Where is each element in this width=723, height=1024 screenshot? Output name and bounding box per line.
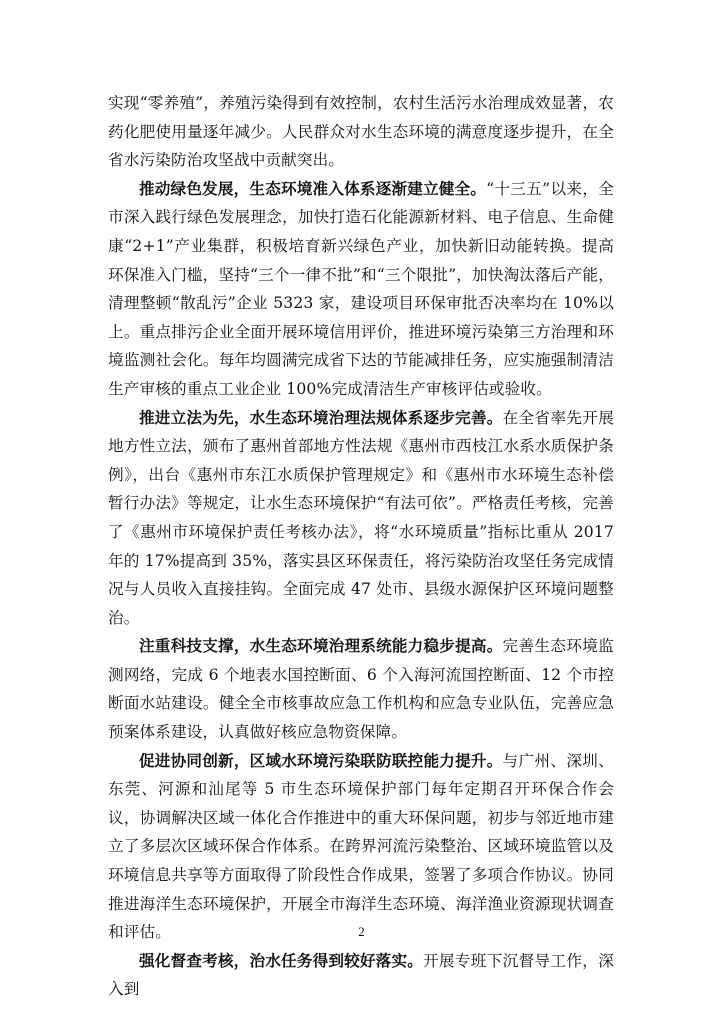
paragraph-2-heading: 推动绿色发展，生态环境准入体系逐渐建立健全。 — [139, 179, 487, 198]
paragraph-2-text: “十三五”以来，全市深入践行绿色发展理念，加快打造石化能源新材料、电子信息、生命健康“2+1”产业集群，积极培育新兴绿色产业，加快新旧动能转换。提高环保准入门槛，坚持“三个一律不批”和“三个限批”，加快淘汰落后产能，清理整顿“散乱污”企业 5323 家，建设项目环保审批否决率均在 10%以上。重点排污企业全面开展环境信用评价，推进环境污染第三方治理和环境监测社会化。每年均圆满完成省下达的节能减排任务，应实施强制清洁生产审核的重点工业企业 100%完成清洁生产审核评估或验收。 — [108, 179, 614, 398]
paragraph-6 — [108, 947, 614, 1004]
paragraph-3-text: 在全省率先开展地方性立法，颁布了惠州首部地方性法规《惠州市西枝江水系水质保护条例》，出台《惠州市东江水质保护管理规定》和《惠州市水环境生态补偿暂行办法》等规定，让水生态环境保护“有法可依”。严格责任考核，完善了《惠州市环境保护责任考核办法》，将“水环境质量”指标比重从 2017 年的 17%提高到 35%，落实县区环保责任，将污染防治攻坚任务完成情况与人员收入直接挂钩。全面完成 47 处市、县级水源保护区环境问题整治。 — [108, 408, 614, 627]
paragraph-1 — [108, 89, 614, 175]
paragraph-3 — [108, 404, 614, 633]
paragraph-3-heading: 推进立法为先，水生态环境治理法规体系逐步完善。 — [139, 408, 503, 427]
paragraph-6-heading: 强化督查考核，治水任务得到较好落实。 — [139, 951, 424, 970]
paragraph-5-text: 与广州、深圳、东莞、河源和汕尾等 5 市生态环境保护部门每年定期召开环保合作会议，协调解决区域一体化合作推进中的重大环保问题，初步与邻近地市建立了多层次区域环保合作体系。在跨界河流污染整治、区域环境监管以及环境信息共享等方面取得了阶段性合作成果，签署了多项合作协议。协同推进海洋生态环境保护，开展全市海洋生态环境、海洋渔业资源现状调查和评估。 — [108, 751, 614, 942]
paragraph-4-heading: 注重科技支撑，水生态环境治理系统能力稳步提高。 — [139, 637, 503, 656]
paragraph-1-text: 实现“零养殖”，养殖污染得到有效控制，农村生活污水治理成效显著，农药化肥使用量逐年减少。人民群众对水生态环境的满意度逐步提升，在全省水污染防治攻坚战中贡献突出。 — [108, 94, 614, 170]
paragraph-2 — [108, 175, 614, 404]
paragraph-4-text: 完善生态环境监测网络，完成 6 个地表水国控断面、6 个入海河流国控断面、12 个市控断面水站建设。健全全市核事故应急工作机构和应急专业队伍，完善应急预案体系建设，认真做好核应急物资保障。 — [108, 637, 614, 742]
document-body — [108, 89, 614, 1004]
paragraph-5 — [108, 747, 614, 947]
paragraph-5-heading: 促进协同创新，区域水环境污染联防联控能力提升。 — [139, 751, 503, 770]
paragraph-6-text: 开展专班下沉督导工作，深入到 — [108, 951, 614, 999]
paragraph-4 — [108, 632, 614, 746]
page-number: 2 — [358, 924, 365, 939]
